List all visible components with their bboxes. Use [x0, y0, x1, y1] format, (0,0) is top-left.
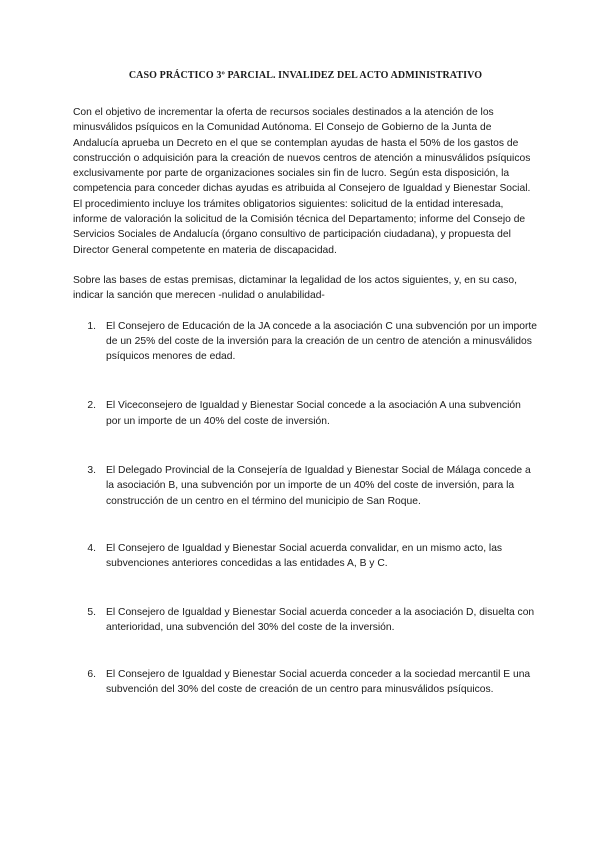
list-item-text: El Consejero de Igualdad y Bienestar Social acuerda convalidar, en un mismo acto, las subvenciones anteriores concedidas a las entidades A, B y C. [106, 542, 503, 570]
list-item [73, 605, 538, 636]
list-item [73, 319, 538, 365]
list-item-number: 5. [87, 606, 96, 618]
list-item [73, 667, 538, 698]
list-item-text: El Consejero de Igualdad y Bienestar Social acuerda conceder a la asociación D, disuelta con anterioridad, una subvención del 30% del coste de la inversión. [106, 606, 535, 633]
list-item [73, 463, 538, 509]
intro-paragraph: Con el objetivo de incrementar la oferta de recursos sociales destinados a la atención de los minusválidos psíquicos en la Comunidad Autónoma. El Consejo de Gobierno de la Junta de Andalucía aprueba un Decreto en el que se contemplan ayudas de hasta el 50% de los gastos de construcción o adquisición para la creación de nuevos centros de atención a minusválidos psíquicos exclusivamente por parte de organizaciones sociales sin fin de lucro. Según esta disposición, la competencia para conceder dichas ayudas es atribuida al Consejero de Igualdad y Bienestar Social. El procedimiento incluye los trámites obligatorios siguientes: solicitud de la entidad interesada, informe de valoración la solicitud de la Comisión técnica del Departamento; informe del Consejo de Servicios Sociales de Andalucía (órgano consultivo de participación ciudadana), y propuesta del Director General competente en materia de discapacidad. [73, 107, 531, 256]
question-paragraph: Sobre las bases de estas premisas, dictaminar la legalidad de los actos siguientes, y, en su caso, indicar la sanción que merecen -nulidad o anulabilidad- [73, 274, 517, 302]
list-item [73, 541, 538, 572]
list-item [73, 398, 538, 429]
list-item-text: El Delegado Provincial de la Consejería de Igualdad y Bienestar Social de Málaga concede a la asociación B, una subvención por un importe de un 40% del coste de inversión, para la construcción de un centro en el término del municipio de San Roque. [106, 465, 531, 507]
list-item-number: 4. [87, 542, 96, 554]
acts-list [73, 319, 538, 698]
list-item-number: 1. [87, 320, 96, 332]
document-title: CASO PRÁCTICO 3º PARCIAL. INVALIDEZ DEL ACTO ADMINISTRATIVO [128, 70, 483, 81]
list-item-number: 3. [87, 465, 96, 477]
list-item-text: El Viceconsejero de Igualdad y Bienestar Social concede a la asociación A una subvención por un importe de un 40% del coste de inversión. [106, 400, 521, 427]
list-item-text: El Consejero de Igualdad y Bienestar Social acuerda conceder a la sociedad mercantil E una subvención del 30% del coste de creación de un centro para minusválidos psíquicos. [106, 669, 531, 696]
list-item-number: 6. [87, 669, 96, 681]
list-item-number: 2. [87, 400, 96, 412]
list-item-text: El Consejero de Educación de la JA concede a la asociación C una subvención por un importe de un 25% del coste de la inversión para la creación de un centro de atención a minusválidos psíquicos menores de edad. [106, 320, 538, 363]
